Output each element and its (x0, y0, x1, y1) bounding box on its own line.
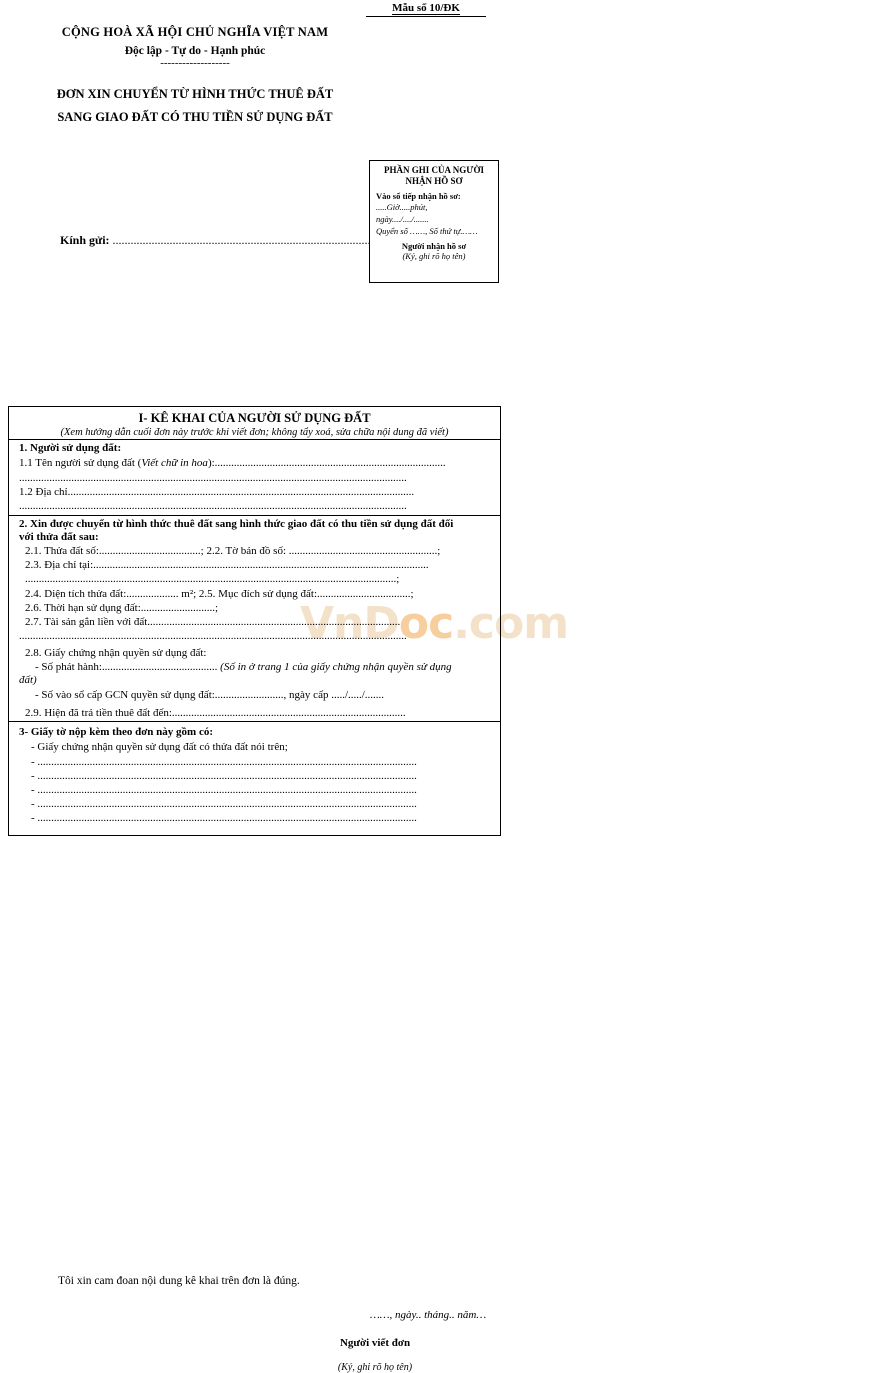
user-name-label: 1.1 Tên người sử dụng đất ( (19, 457, 142, 469)
signer-title: Người viết đơn (339, 1337, 411, 1349)
user-name-row (19, 457, 446, 469)
certificate-row: 2.8. Giấy chứng nhận quyền sử dụng đất: (25, 647, 207, 659)
office-book: Quyển số ……, Số thứ tự.…… (376, 226, 478, 236)
section-1-header (9, 407, 500, 439)
office-time: .....Giờ.....phút, (376, 202, 428, 212)
form-number: Mẫu số 10/ĐK (366, 2, 486, 17)
section-1-instructions: (Xem hướng dẫn cuối đơn này trước khi viết đơn; không tẩy xoá, sửa chữa nội dung đã viết) (60, 427, 449, 438)
signer-note: (Ký, ghi rõ họ tên) (337, 1362, 413, 1373)
parcel-address-row[interactable]: 2.3. Địa chỉ tại:.......................................................................................................................... (25, 559, 429, 571)
attachment-item[interactable]: - .......................................................................................................................................... (31, 770, 417, 782)
user-name-field[interactable]: .................................................................................... (214, 457, 446, 469)
office-receiver-note: (Ký, ghi rõ họ tên) (402, 251, 466, 261)
address-field[interactable]: .............................................................................................................................. (67, 486, 415, 498)
commitment-statement: Tôi xin cam đoan nội dung kê khai trên đơn là đúng. (58, 1275, 300, 1287)
document-header (30, 25, 360, 125)
attachment-item-first: - Giấy chứng nhận quyền sử dụng đất có thửa đất nói trên; (31, 741, 288, 753)
part-2-parcel (9, 515, 500, 721)
certificate-serial-row (35, 661, 452, 673)
recipient-label: Kính gửi: (60, 233, 110, 247)
attachment-item[interactable]: - .......................................................................................................................................... (31, 756, 417, 768)
address-row (19, 486, 414, 498)
attached-assets-row-2[interactable]: ............................................................................................................................................. (19, 630, 407, 642)
certificate-book-row[interactable]: - Số vào sổ cấp GCN quyền sử dụng đất:........................., ngày cấp ...../...../....... (35, 689, 385, 701)
signature-date[interactable]: ……, ngày.. tháng.. năm… (370, 1309, 487, 1321)
watermark-logo: VnDoc.com (300, 598, 569, 649)
form-title-line1: ĐƠN XIN CHUYỂN TỪ HÌNH THỨC THUÊ ĐẤT (56, 87, 334, 101)
certificate-serial-note: (Số in ở trang 1 của giấy chứng nhận quyền sử dụng (220, 661, 452, 673)
part-3-attachments (9, 721, 500, 835)
part-3-title: 3- Giấy tờ nộp kèm theo đơn này gồm có: (19, 726, 213, 738)
nation-title: CỘNG HOÀ XÃ HỘI CHỦ NGHĨA VIỆT NAM (61, 25, 329, 39)
land-term-row[interactable]: 2.6. Thời hạn sử dụng đất:...........................; (25, 602, 219, 614)
attachment-item[interactable]: - .......................................................................................................................................... (31, 784, 417, 796)
parcel-number-row[interactable]: 2.1. Thửa đất số:.....................................; 2.2. Tờ bản đồ số: ......................................................; (25, 545, 441, 557)
attached-assets-row[interactable]: 2.7. Tài sản gắn liền với đất............................................................................................ (25, 616, 401, 628)
parcel-area-row[interactable]: 2.4. Diện tích thửa đất:................... m²; 2.5. Mục đích sử dụng đất:..................................; (25, 588, 414, 600)
motto-rule: ------------------- (160, 57, 230, 69)
office-receiver: Người nhận hồ sơ (401, 241, 467, 251)
attachment-item[interactable]: - .......................................................................................................................................... (31, 798, 417, 810)
office-box-title: PHẦN GHI CỦA NGƯỜI NHẬN HỒ SƠ (384, 165, 484, 186)
user-name-hint: Viết chữ in hoa (141, 457, 208, 469)
certificate-serial-field[interactable]: - Số phát hành:.......................................... (35, 661, 218, 673)
rent-paid-row[interactable]: 2.9. Hiện đã trả tiền thuê đất đến:..................................................................................... (25, 707, 406, 719)
attachment-item[interactable]: - .......................................................................................................................................... (31, 812, 417, 824)
section-1-title: I- KÊ KHAI CỦA NGƯỜI SỬ DỤNG ĐẤT (138, 411, 371, 425)
user-name-field-2[interactable]: ............................................................................................................................................. (19, 472, 407, 484)
user-name-close: ): (207, 457, 215, 469)
part-1-user (9, 439, 500, 515)
office-received-label: Vào sổ tiếp nhận hồ sơ: (376, 191, 461, 201)
address-field-2[interactable]: ............................................................................................................................................. (19, 500, 407, 512)
part-2-title-cont: với thửa đất sau: (19, 531, 99, 543)
part-1-title: 1. Người sử dụng đất: (19, 442, 122, 454)
office-use-box (369, 160, 499, 283)
motto: Độc lập - Tự do - Hạnh phúc (124, 45, 266, 57)
part-2-title: 2. Xin được chuyển từ hình thức thuê đất sang hình thức giao đất có thu tiền sử dụng đất đối (19, 518, 454, 530)
form-title-line2: SANG GIAO ĐẤT CÓ THU TIỀN SỬ DỤNG ĐẤT (57, 110, 333, 124)
address-label: 1.2 Địa chỉ (19, 486, 68, 498)
certificate-serial-note-cont: đất) (19, 674, 37, 686)
declaration-box (8, 406, 501, 836)
parcel-address-row-2[interactable]: .......................................................................................................................................; (25, 573, 400, 585)
recipient-field[interactable]: ...................................................................................... (112, 233, 371, 247)
office-date: ngày..../..../....... (376, 214, 429, 224)
